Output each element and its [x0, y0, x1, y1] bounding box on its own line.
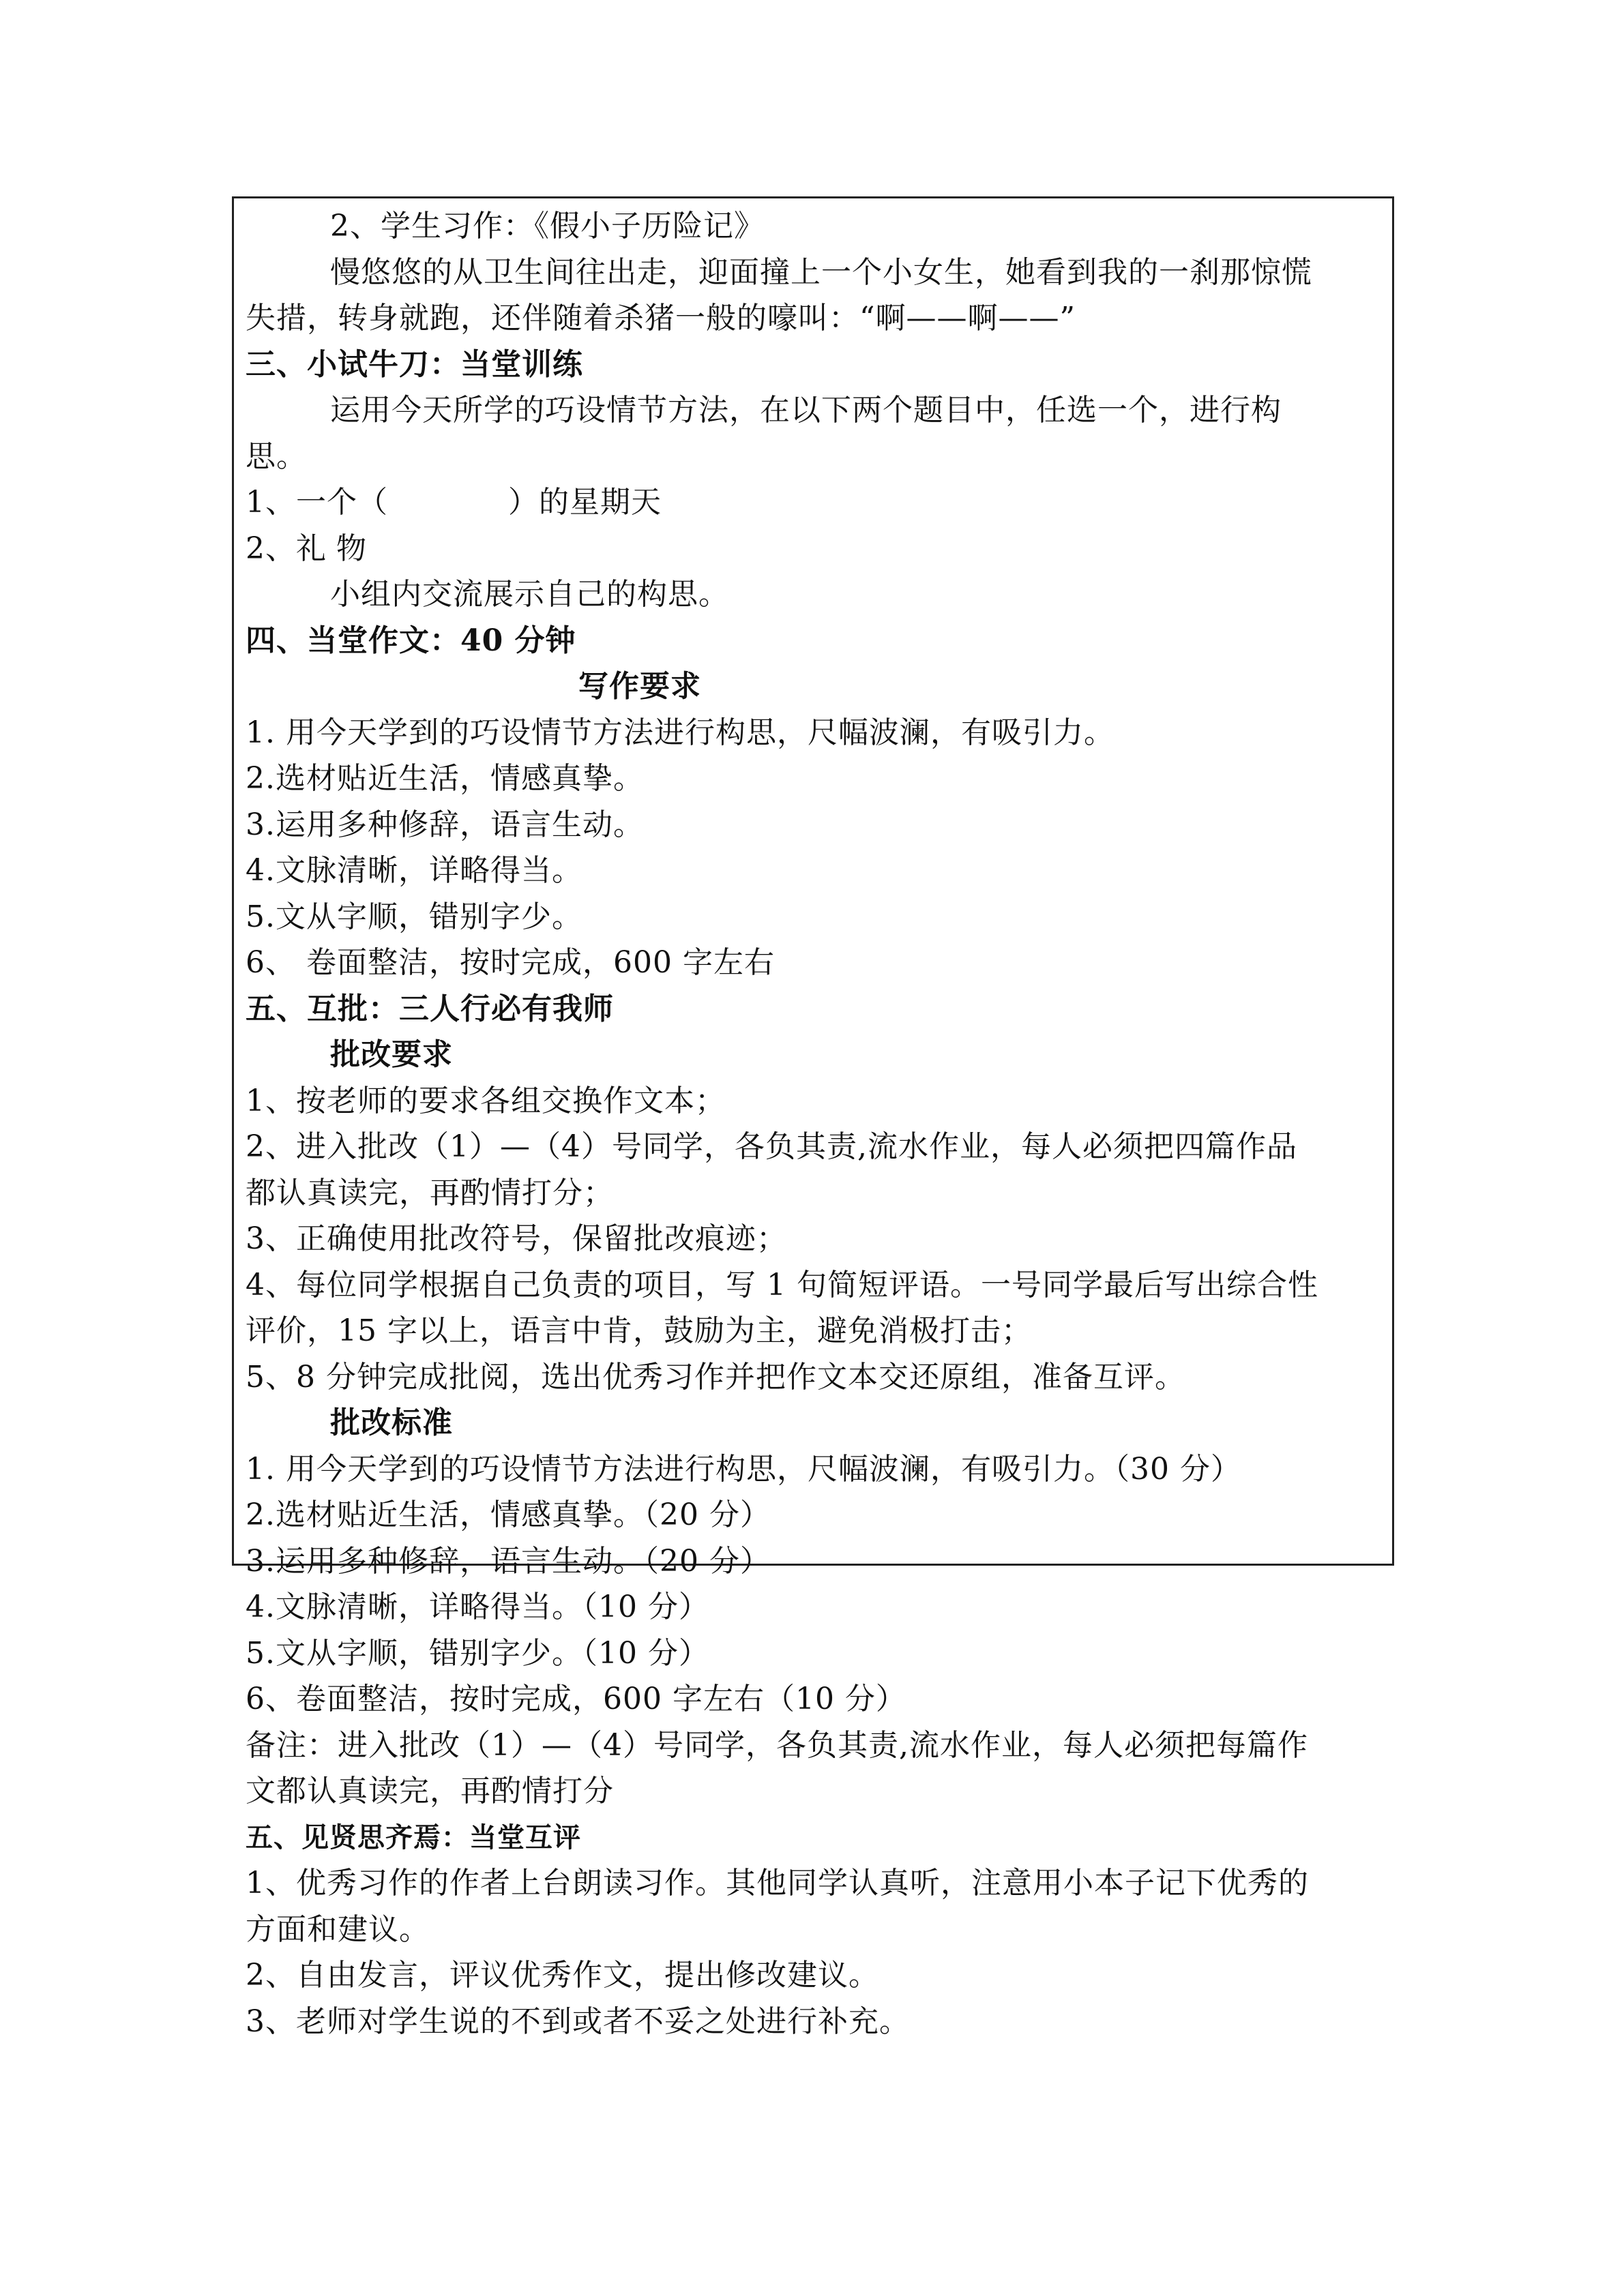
- topic-option-2-part-2: 物: [336, 531, 367, 566]
- topic-option-1: [246, 479, 1385, 526]
- topic-option-1-suffix: ）的星期天: [508, 485, 662, 520]
- peer-review-step-1-line-2: 方面和建议。: [246, 1911, 430, 1947]
- writing-requirement-6: 6、 卷面整洁，按时完成，600 字左右: [246, 945, 775, 980]
- practice-instruction-line-1: 运用今天所学的巧设情节方法，在以下两个题目中，任选一个，进行构: [330, 393, 1282, 428]
- writing-requirement-4: 4.文脉清晰，详略得当。: [246, 853, 582, 888]
- peer-review-step-1-line-1: 1、优秀习作的作者上台朗读习作。其他同学认真听，注意用小本子记下优秀的: [246, 1866, 1309, 1900]
- grading-note-line-1: 备注：进入批改（1）—（4）号同学，各负其责,流水作业，每人必须把每篇作: [246, 1727, 1308, 1763]
- grading-requirement-4-line-1: 4、每位同学根据自己负责的项目，写 1 句简短评语。一号同学最后写出综合性: [246, 1267, 1318, 1302]
- essay-excerpt-line-1: 慢悠悠的从卫生间往出走，迎面撞上一个小女生，她看到我的一刹那惊慌: [330, 254, 1312, 290]
- writing-requirement-5: 5.文从字顺，错别字少。: [246, 899, 582, 934]
- grading-requirement-4-line-2: 评价，15 字以上，语言中肯，鼓励为主，避免消极打击；: [246, 1313, 1032, 1348]
- document-content: [246, 203, 1385, 2044]
- grading-requirements-title: 批改要求: [330, 1037, 453, 1072]
- grading-requirement-2-line-1: 2、进入批改（1）—（4）号同学，各负其责,流水作业，每人必须把四篇作品: [246, 1129, 1297, 1164]
- writing-requirements-title: 写作要求: [578, 669, 701, 704]
- grading-requirement-2-line-2: 都认真读完，再酌情打分；: [246, 1175, 614, 1210]
- section-heading-3: 三、小试牛刀：当堂训练: [246, 346, 583, 382]
- student-essay-title: 2、学生习作：《假小子历险记》: [330, 209, 765, 243]
- topic-option-2: [246, 526, 1385, 572]
- group-discussion-line: 小组内交流展示自己的构思。: [330, 577, 729, 612]
- grading-note-line-2: 文都认真读完，再酌情打分: [246, 1774, 614, 1808]
- section-heading-5b: 五、见贤思齐焉：当堂互评: [246, 1821, 581, 1853]
- grading-requirement-3: 3、正确使用批改符号，保留批改痕迹；: [246, 1221, 787, 1256]
- grading-requirement-5: 5、8 分钟完成批阅，选出优秀习作并把作文本交还原组，准备互评。: [246, 1359, 1185, 1395]
- essay-excerpt-line-2: 失措，转身就跑，还伴随着杀猪一般的嚎叫：“啊——啊——”: [246, 301, 1076, 336]
- grading-standard-3: 3.运用多种修辞，语言生动。（20 分）: [246, 1543, 771, 1579]
- peer-review-step-3: 3、老师对学生说的不到或者不妥之处进行补充。: [246, 2003, 910, 2039]
- grading-standard-2: 2.选材贴近生活，情感真挚。（20 分）: [246, 1497, 771, 1532]
- grading-requirement-1: 1、按老师的要求各组交换作文本；: [246, 1083, 726, 1118]
- practice-instruction-line-2: 思。: [246, 438, 307, 474]
- section-heading-4: 四、当堂作文：40 分钟: [246, 623, 576, 658]
- writing-requirement-3: 3.运用多种修辞，语言生动。: [246, 807, 644, 842]
- grading-standard-6: 6、卷面整洁，按时完成，600 字左右（10 分）: [246, 1682, 906, 1716]
- writing-requirement-1: 1. 用今天学到的巧设情节方法进行构思，尺幅波澜，有吸引力。: [246, 715, 1114, 750]
- grading-standard-1: 1. 用今天学到的巧设情节方法进行构思，尺幅波澜，有吸引力。（30 分）: [246, 1451, 1241, 1487]
- peer-review-step-2: 2、自由发言，评议优秀作文，提出修改建议。: [246, 1958, 879, 1993]
- grading-standard-4: 4.文脉清晰，详略得当。（10 分）: [246, 1590, 709, 1624]
- topic-option-2-part-1: 2、礼: [246, 531, 327, 566]
- grading-standards-title: 批改标准: [330, 1405, 453, 1440]
- grading-standard-5: 5.文从字顺，错别字少。（10 分）: [246, 1635, 709, 1671]
- section-heading-5: 五、互批：三人行必有我师: [246, 991, 614, 1026]
- topic-option-1-prefix: 1、一个（: [246, 485, 388, 520]
- writing-requirement-2: 2.选材贴近生活，情感真挚。: [246, 761, 644, 796]
